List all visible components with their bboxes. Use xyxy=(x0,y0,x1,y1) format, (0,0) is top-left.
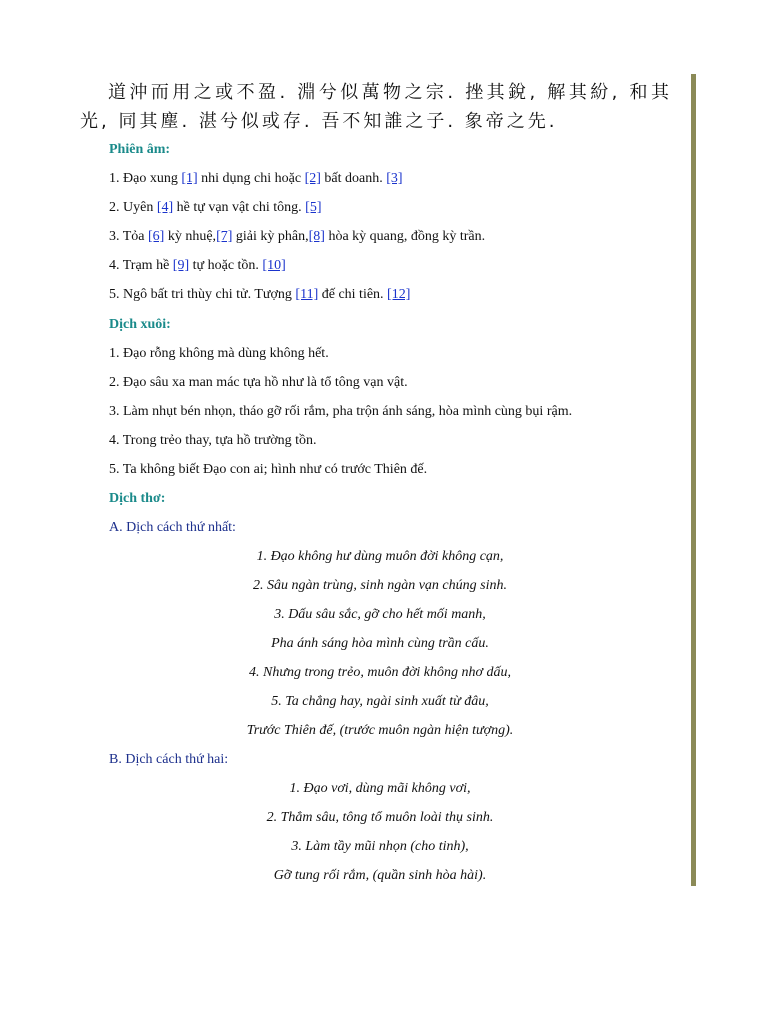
dich-xuoi-line-2: 2. Đạo sâu xa man mác tựa hồ như là tổ tông vạn vật. xyxy=(109,375,408,390)
poem-a-line-2: 2. Sâu ngàn trùng, sinh ngàn vạn chúng sinh. xyxy=(253,578,507,593)
footnote-link-6[interactable]: [6] xyxy=(148,229,165,244)
phien-am-line-5: 5. Ngô bất tri thùy chi tử. Tượng [11] đế chi tiên. [12] xyxy=(109,287,411,302)
dich-xuoi-line-5: 5. Ta không biết Đạo con ai; hình như có trước Thiên đế. xyxy=(109,462,428,477)
dich-xuoi-line-4: 4. Trong trẻo thay, tựa hồ trường tồn. xyxy=(109,433,317,448)
footnote-link-8[interactable]: [8] xyxy=(308,229,325,244)
footnote-link-10[interactable]: [10] xyxy=(262,258,286,273)
phien-am-line-2: 2. Uyên [4] hề tự vạn vật chi tông. [5] xyxy=(109,200,322,215)
phien-am-line-3: 3. Tỏa [6] kỳ nhuệ,[7] giải kỳ phân,[8] hòa kỳ quang, đồng kỳ trần. xyxy=(109,229,486,244)
footnote-link-5[interactable]: [5] xyxy=(305,200,322,215)
translation-a-title: A. Dịch cách thứ nhất: xyxy=(109,520,236,535)
poem-a-line-3: 3. Dấu sâu sắc, gỡ cho hết mối manh, xyxy=(274,607,486,622)
dich-tho-heading: Dịch thơ: xyxy=(109,491,166,506)
dich-xuoi-heading: Dịch xuôi: xyxy=(109,317,171,332)
footnote-link-12[interactable]: [12] xyxy=(387,287,411,302)
dich-xuoi-line-3: 3. Làm nhụt bén nhọn, tháo gỡ rối rắm, pha trộn ánh sáng, hòa mình cùng bụi rậm. xyxy=(109,404,573,419)
phien-am-line-4: 4. Trạm hề [9] tự hoặc tồn. [10] xyxy=(109,258,286,273)
footnote-link-11[interactable]: [11] xyxy=(295,287,319,302)
footnote-link-7[interactable]: [7] xyxy=(216,229,233,244)
poem-a-line-5: 4. Nhưng trong trẻo, muôn đời không nhơ dấu, xyxy=(248,665,511,680)
phien-am-heading: Phiên âm: xyxy=(109,142,171,157)
footnote-link-9[interactable]: [9] xyxy=(172,258,190,273)
translation-b-title: B. Dịch cách thứ hai: xyxy=(109,752,229,767)
poem-b-line-1: 1. Đạo vơi, dùng mãi không vơi, xyxy=(289,781,471,796)
decorative-sidebar-bar xyxy=(691,74,696,886)
footnote-link-2[interactable]: [2] xyxy=(304,171,321,186)
poem-b-line-2: 2. Thẳm sâu, tông tổ muôn loài thụ sinh. xyxy=(266,810,494,825)
poem-a-line-4: Pha ánh sáng hòa mình cùng trần cấu. xyxy=(271,636,489,651)
poem-b-line-4: Gỡ tung rối rắm, (quần sinh hòa hài). xyxy=(273,868,487,883)
dich-xuoi-line-1: 1. Đạo rỗng không mà dùng không hết. xyxy=(109,346,329,361)
poem-b-line-3: 3. Làm tầy mũi nhọn (cho tinh), xyxy=(291,839,469,854)
original-chinese-text: 道沖而用之或不盈. 淵兮似萬物之宗. 挫其銳, 解其紛, 和其光, 同其塵. 湛兮似或存. 吾不知誰之子. 象帝之先. xyxy=(80,82,672,132)
footnote-link-3[interactable]: [3] xyxy=(386,171,403,186)
footnote-link-4[interactable]: [4] xyxy=(156,200,174,215)
poem-a-line-6: 5. Ta chẳng hay, ngài sinh xuất từ đâu, xyxy=(271,694,489,709)
phien-am-line-1: 1. Đạo xung [1] nhi dụng chi hoặc [2] bất doanh. [3] xyxy=(109,171,403,186)
footnote-link-1[interactable]: [1] xyxy=(181,171,198,186)
poem-a-line-7: Trước Thiên đế, (trước muôn ngàn hiện tượng). xyxy=(246,723,514,738)
poem-a-line-1: 1. Đạo không hư dùng muôn đời không cạn, xyxy=(256,549,504,564)
